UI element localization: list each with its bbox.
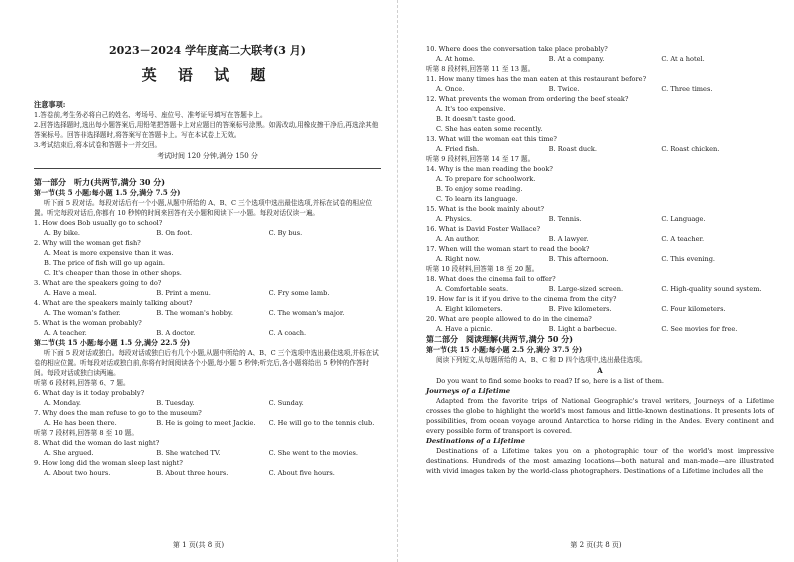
option-row: [34, 398, 381, 408]
part2-directions: 阅读下列短文,从每题所给的 A、B、C 和 D 四个选项中,选出最佳选项。: [436, 356, 647, 364]
answer-option: B. On foot.: [156, 229, 193, 237]
answer-option: B. Tennis.: [548, 215, 582, 223]
part1-title: 第一部分 听力(共两节,满分 30 分): [34, 177, 166, 187]
answer-option: C. Roast chicken.: [661, 145, 720, 153]
answer-option: A. Eight kilometers.: [436, 305, 503, 313]
answer-option: A. Have a meal.: [44, 289, 97, 297]
option-row: [426, 324, 774, 334]
answer-option: B. At a company.: [548, 55, 605, 63]
answer-option: B. About three hours.: [156, 469, 229, 477]
book-title: Destinations of a Lifetime: [426, 437, 525, 445]
answer-option: C. She has eaten some recently.: [436, 125, 543, 133]
answer-option: C. Fry some lamb.: [268, 289, 330, 297]
option-row: [426, 284, 774, 294]
answer-option: C. A coach.: [268, 329, 307, 337]
answer-option: B. The price of fish will go up again.: [44, 259, 165, 267]
divider: [34, 168, 381, 169]
answer-option: A. It's too expensive.: [436, 105, 506, 113]
answer-option: B. A doctor.: [156, 329, 196, 337]
notes-heading: 注意事项:: [34, 100, 66, 109]
passage-intro: Do you want to find some books to read? If so, here is a list of them.: [436, 377, 665, 385]
option-row: [34, 468, 381, 478]
answer-option: C. This evening.: [661, 255, 716, 263]
answer-option: C. Three times.: [661, 85, 713, 93]
section2-title: 第二节(共 15 小题;每小题 1.5 分,满分 22.5 分): [34, 338, 191, 347]
passage-letter: A: [597, 366, 603, 375]
answer-option: B. To enjoy some reading.: [436, 185, 523, 193]
option-row: [426, 304, 774, 314]
question-group-d: [426, 274, 774, 334]
question-stem: 17. When will the woman start to read the book?: [426, 245, 590, 253]
answer-option: A. By bike.: [44, 229, 80, 237]
answer-option: C. To learn its language.: [436, 195, 518, 203]
exam-title: 2023－2024 学年度高二大联考(3 月): [109, 44, 306, 57]
answer-option: C. A teacher.: [661, 235, 705, 243]
answer-option: A. Fried fish.: [436, 145, 480, 153]
option-row: [426, 254, 774, 264]
option-row: [426, 234, 774, 244]
answer-option: B. He is going to meet Jackie.: [156, 419, 256, 427]
answer-option: B. The woman's hobby.: [156, 309, 233, 317]
option-row: [34, 228, 381, 238]
answer-option: A. To prepare for schoolwork.: [436, 175, 536, 183]
answer-option: B. This afternoon.: [548, 255, 609, 263]
answer-option: C. She went to the movies.: [268, 449, 359, 457]
page-footer: 第 2 页(共 8 页): [570, 541, 622, 549]
option-row: [426, 214, 774, 224]
answer-option: C. High-quality sound system.: [661, 285, 762, 293]
question-group-c: [426, 164, 774, 264]
question-stem: 9. How long did the woman sleep last night?: [34, 459, 183, 467]
answer-option: C. It's cheaper than those in other shops.: [44, 269, 182, 277]
option-row: [34, 328, 381, 338]
question-stem: 13. What will the woman eat this time?: [426, 135, 557, 143]
question-stem: 7. Why does the man refuse to go to the museum?: [34, 409, 202, 417]
exam-page-2: [397, 0, 794, 562]
option-row: [426, 84, 774, 94]
answer-option: B. Twice.: [548, 85, 580, 93]
answer-option: A. A teacher.: [44, 329, 87, 337]
question-stem: 20. What are people allowed to do in the cinema?: [426, 315, 592, 323]
answer-option: A. About two hours.: [44, 469, 111, 477]
section2-directions: 听下面 5 段对话或独白。每段对话或独白后有几个小题,从题中所给的 A、B、C 三个选项中选出最佳选项,并标在试卷的相应位置。听每段对话或独白前,你将有时间阅读各个小题,每小题 5 秒钟;听完后,各小题将给出 5 秒钟的作答时间。每段对话或独白读两遍。: [34, 349, 379, 377]
part2-section1-title: 第一节(共 15 小题;每小题 2.5 分,满分 37.5 分): [426, 345, 583, 354]
question-stem: 2. Why will the woman get fish?: [34, 239, 141, 247]
question-group-a: [426, 44, 774, 64]
time-score: 考试时间 120 分钟,满分 150 分: [157, 152, 258, 160]
answer-option: C. By bus.: [268, 229, 303, 237]
answer-option: A. Right now.: [436, 255, 481, 263]
option-row: [34, 288, 381, 298]
material-note: 听第 8 段材料,回答第 11 至 13 题。: [426, 65, 535, 73]
answer-option: A. The woman's father.: [44, 309, 121, 317]
question-stem: 4. What are the speakers mainly talking about?: [34, 299, 193, 307]
question-stem: 1. How does Bob usually go to school?: [34, 219, 163, 227]
question-stem: 3. What are the speakers going to do?: [34, 279, 162, 287]
question-stem: 18. What does the cinema fail to offer?: [426, 275, 556, 283]
answer-option: A. Comfortable seats.: [436, 285, 509, 293]
note-item: 1.答卷前,考生务必将自己的姓名、考场号、座位号、准考证号填写在答题卡上。: [34, 111, 267, 119]
answer-option: A. An author.: [436, 235, 480, 243]
answer-option: B. It doesn't taste good.: [436, 115, 516, 123]
subject-title: 英 语 试 题: [141, 66, 274, 84]
answer-option: C. He will go to the tennis club.: [268, 419, 375, 427]
answer-option: A. Have a picnic.: [436, 325, 493, 333]
option-row: [426, 54, 774, 64]
material-note: 听第 6 段材料,回答第 6、7 题。: [34, 379, 130, 387]
option-row: [34, 418, 381, 428]
question-group-b: [426, 74, 774, 154]
answer-option: B. Tuesday.: [156, 399, 195, 407]
question-stem: 19. How far is it if you drive to the cinema from the city?: [426, 295, 617, 303]
section2-questions-b: [34, 438, 381, 478]
book-description: Adapted from the favorite trips of National Geographic's travel writers, Journeys of a Lifetime crosses the globe to highlight the world's most famous and little-known destinations. It presents lots of possibilities, from ocean voyage around Antarctica to horse riding in the Andes. Every continent and every possible form of transport is covered.: [426, 397, 774, 435]
answer-option: C. See movies for free.: [661, 325, 738, 333]
material-note: 听第 7 段材料,回答第 8 至 10 题。: [34, 429, 138, 437]
answer-option: C. At a hotel.: [661, 55, 705, 63]
question-stem: 11. How many times has the man eaten at this restaurant before?: [426, 75, 647, 83]
question-stem: 10. Where does the conversation take place probably?: [426, 45, 608, 53]
section2-questions-a: [34, 388, 381, 428]
note-item: 3.考试结束后,将本试卷和答题卡一并交回。: [34, 141, 162, 149]
book-title: Journeys of a Lifetime: [426, 387, 511, 395]
answer-option: A. He has been there.: [44, 419, 117, 427]
part2-title: 第二部分 阅读理解(共两节,满分 50 分): [426, 334, 574, 344]
answer-option: C. Language.: [661, 215, 706, 223]
material-note: 听第 9 段材料,回答第 14 至 17 题。: [426, 155, 535, 163]
section1-directions: 听下面 5 段对话。每段对话后有一个小题,从题中所给的 A、B、C 三个选项中选出最佳选项,并标在试卷的相应位置。听完每段对话后,你都有 10 秒钟的时间来回答有关小题和阅读下一小题。每段对话仅读一遍。: [34, 199, 373, 217]
answer-option: B. She watched TV.: [156, 449, 221, 457]
answer-option: B. Light a barbecue.: [548, 325, 617, 333]
answer-option: C. Four kilometers.: [661, 305, 726, 313]
question-stem: 16. What is David Foster Wallace?: [426, 225, 541, 233]
answer-option: A. Once.: [436, 85, 465, 93]
answer-option: A. Physics.: [436, 215, 473, 223]
answer-option: B. Five kilometers.: [548, 305, 612, 313]
question-stem: 6. What day is it today probably?: [34, 389, 145, 397]
answer-option: A. At home.: [436, 55, 475, 63]
option-row: [34, 308, 381, 318]
answer-option: C. Sunday.: [268, 399, 304, 407]
question-stem: 12. What prevents the woman from ordering the beef steak?: [426, 95, 629, 103]
option-row: [426, 144, 774, 154]
answer-option: B. Large-sized screen.: [548, 285, 624, 293]
answer-option: B. Roast duck.: [548, 145, 597, 153]
book-description: Destinations of a Lifetime takes you on a photographic tour of the world's most impressive destinations. Hundreds of the most amazing locations—both natural and man-made—are illustrated with vivid images taken by the world-class photographers. Destinations of a Lifetime includes all the: [426, 447, 774, 475]
answer-option: B. A lawyer.: [548, 235, 589, 243]
section1-questions: [34, 218, 381, 338]
answer-option: C. About five hours.: [268, 469, 335, 477]
question-stem: 8. What did the woman do last night?: [34, 439, 160, 447]
answer-option: B. Print a menu.: [156, 289, 211, 297]
note-item: 2.回答选择题时,选出每小题答案后,用铅笔把答题卡上对应题目的答案标号涂黑。如需改动,用橡皮擦干净后,再选涂其他答案标号。回答非选择题时,将答案写在答题卡上。写在本试卷上无效。: [34, 121, 379, 139]
answer-option: A. Monday.: [44, 399, 82, 407]
section1-title: 第一节(共 5 小题;每小题 1.5 分,满分 7.5 分): [34, 188, 181, 197]
option-row: [34, 448, 381, 458]
question-stem: 14. Why is the man reading the book?: [426, 165, 553, 173]
material-note: 听第 10 段材料,回答第 18 至 20 题。: [426, 265, 539, 273]
question-stem: 5. What is the woman probably?: [34, 319, 142, 327]
answer-option: A. She argued.: [44, 449, 94, 457]
answer-option: A. Meat is more expensive than it was.: [44, 249, 174, 257]
question-stem: 15. What is the book mainly about?: [426, 205, 545, 213]
answer-option: C. The woman's major.: [268, 309, 345, 317]
page-footer: 第 1 页(共 8 页): [172, 541, 225, 549]
